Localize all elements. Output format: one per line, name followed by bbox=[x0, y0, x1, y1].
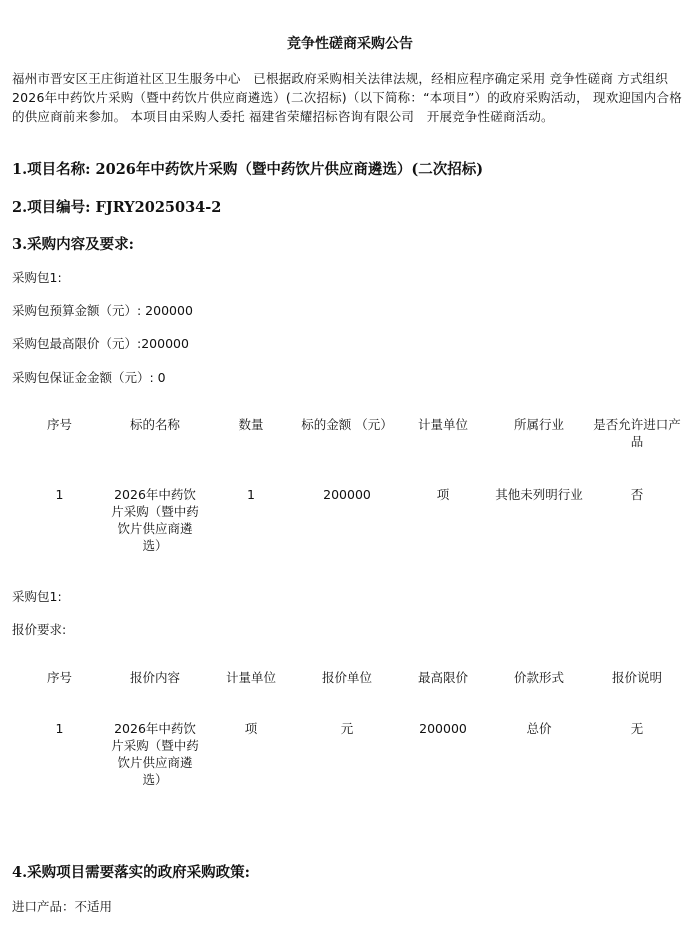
col-header-quote-unit: 报价单位 bbox=[321, 670, 372, 685]
cell-quote-note: 无 bbox=[630, 721, 644, 736]
col-header-max-price: 最高限价 bbox=[417, 670, 468, 685]
cell-amount: 200000 bbox=[323, 487, 371, 502]
package-budget: 采购包预算金额（元）: 200000 bbox=[12, 303, 193, 318]
quotation-table bbox=[12, 669, 687, 788]
cell-quantity: 1 bbox=[247, 487, 255, 502]
cell-max-price: 200000 bbox=[419, 721, 467, 736]
col-header-unit: 计量单位 bbox=[225, 670, 276, 685]
col-header-industry: 所属行业 bbox=[513, 417, 564, 432]
procurement-items-table bbox=[12, 416, 687, 554]
package-max-price: 采购包最高限价（元）:200000 bbox=[12, 336, 189, 351]
cell-import-allowed: 否 bbox=[630, 487, 644, 502]
col-header-index: 序号 bbox=[46, 417, 72, 432]
package2-label: 采购包1: bbox=[12, 589, 62, 604]
cell-price-form: 总价 bbox=[526, 721, 552, 736]
cell-index: 1 bbox=[55, 721, 64, 736]
package-label: 采购包1: bbox=[12, 270, 62, 285]
col-header-amount: 标的金额 （元） bbox=[301, 417, 393, 432]
cell-item-name: 2026年中药饮片采购（暨中药饮片供应商遴选） bbox=[111, 487, 199, 553]
intro-paragraph: 福州市晋安区王庄街道社区卫生服务中心 已根据政府采购相关法律法规，经相应程序确定采用 竞争性磋商 方式组织2026年中药饮片采购（暨中药饮片供应商遴选）(二次招标)（以下简称：“本项目”）的政府采购活动， 现欢迎国内合格的供应商前来参加。 本项目由采购人委托 福建省荣耀招标咨询有限公司 开展竞争性磋商活动。 bbox=[12, 71, 682, 124]
cell-industry: 其他未列明行业 bbox=[495, 487, 583, 502]
cell-quote-unit: 元 bbox=[340, 721, 354, 736]
section-policy: 4.采购项目需要落实的政府采购政策: bbox=[12, 864, 250, 881]
section-procurement-content: 3.采购内容及要求: bbox=[12, 236, 134, 253]
col-header-quote-content: 报价内容 bbox=[129, 670, 180, 685]
col-header-import-allowed: 是否允许进口产品 bbox=[593, 417, 681, 449]
cell-unit: 项 bbox=[436, 487, 450, 502]
col-header-item-name: 标的名称 bbox=[129, 417, 180, 432]
cell-quote-content: 2026年中药饮片采购（暨中药饮片供应商遴选） bbox=[111, 721, 199, 787]
table-header-row bbox=[12, 669, 687, 720]
section-project-name: 1.项目名称: 2026年中药饮片采购（暨中药饮片供应商遴选）(二次招标) bbox=[12, 161, 484, 178]
col-header-price-form: 价款形式 bbox=[513, 670, 564, 685]
col-header-index: 序号 bbox=[46, 670, 72, 685]
table-header-row bbox=[12, 416, 687, 486]
section-project-number: 2.项目编号: FJRY2025034-2 bbox=[12, 199, 222, 216]
page-title: 竞争性磋商采购公告 bbox=[287, 36, 413, 52]
quote-requirements-label: 报价要求: bbox=[12, 622, 67, 637]
col-header-quantity: 数量 bbox=[238, 417, 264, 432]
table-row bbox=[12, 486, 687, 554]
package-deposit: 采购包保证金金额（元）: 0 bbox=[12, 370, 166, 385]
table-row bbox=[12, 720, 687, 788]
cell-unit: 项 bbox=[244, 721, 258, 736]
cell-index: 1 bbox=[55, 487, 64, 502]
col-header-quote-note: 报价说明 bbox=[611, 670, 662, 685]
col-header-unit: 计量单位 bbox=[417, 417, 468, 432]
import-products-policy: 进口产品：不适用 bbox=[12, 899, 113, 914]
